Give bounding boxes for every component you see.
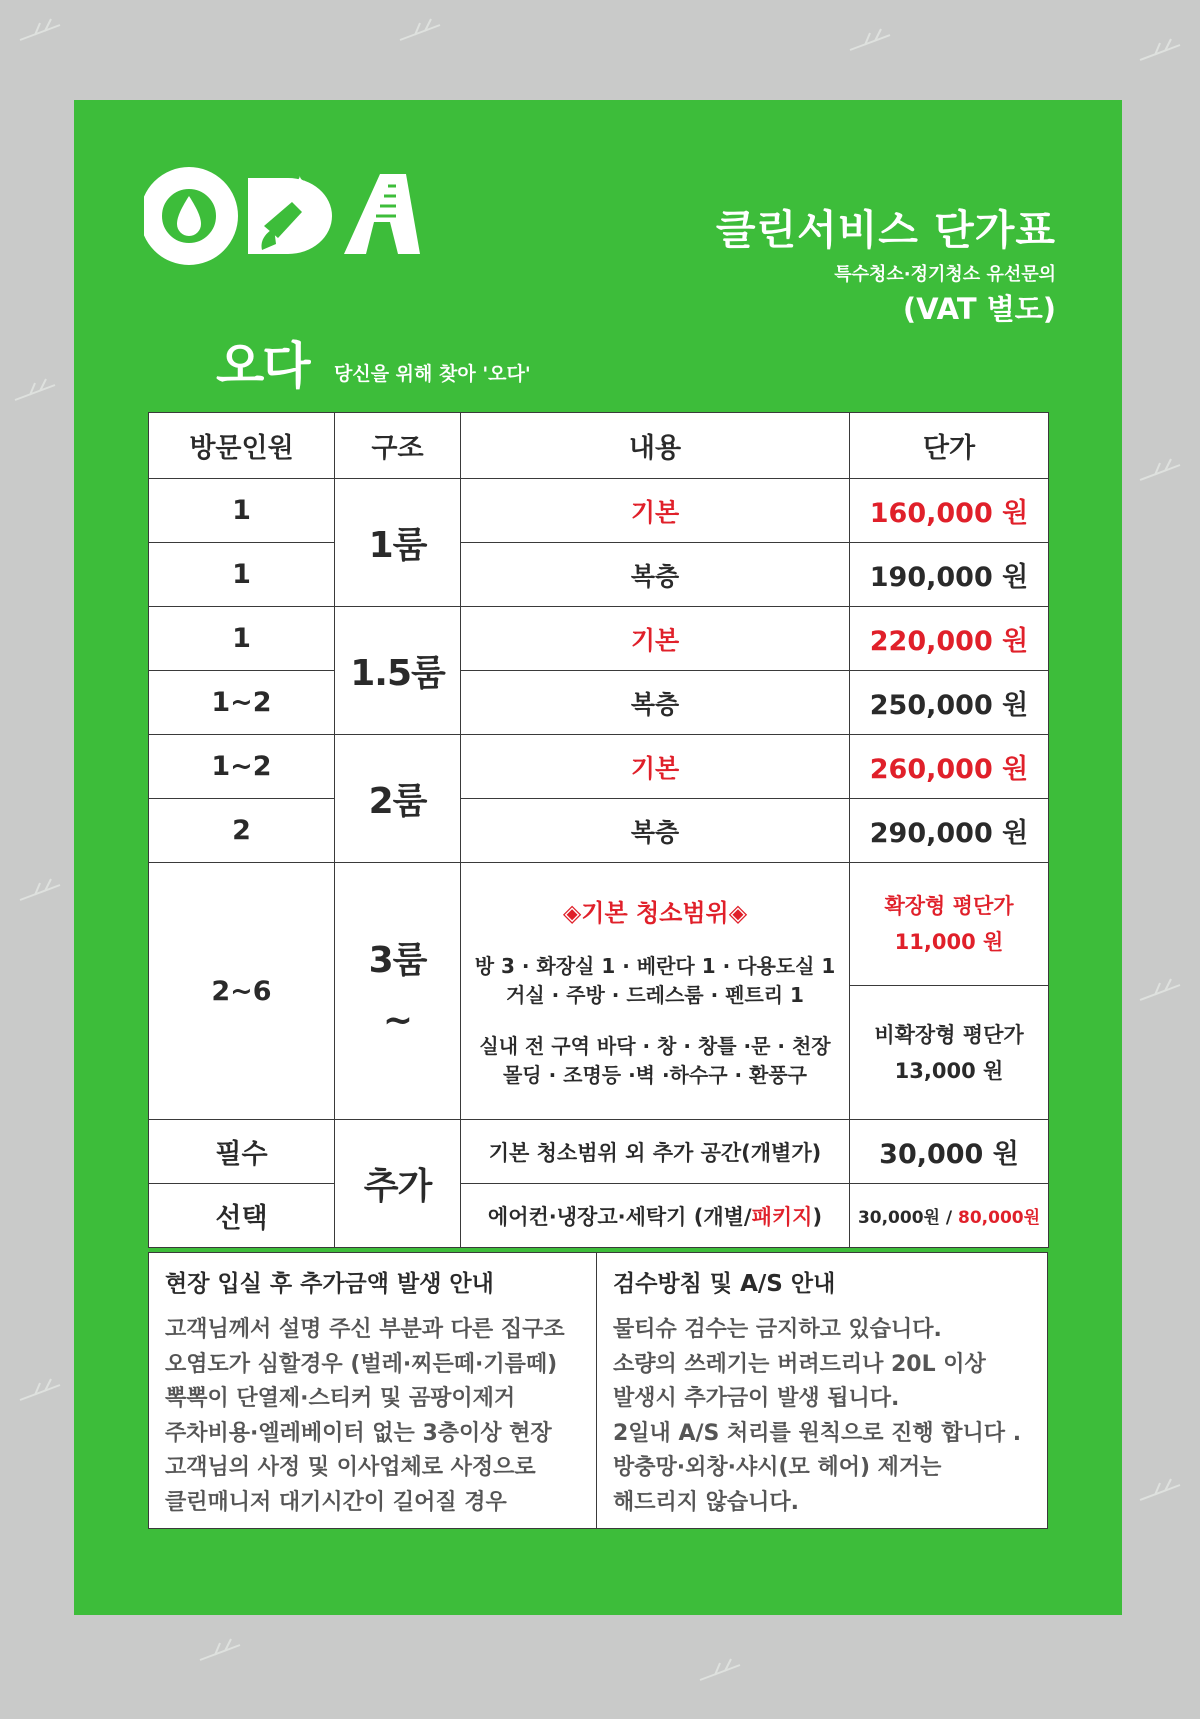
note-line: 고객님께서 설명 주신 부분과 다른 집구조	[165, 1317, 565, 1342]
structure-3room: 3룸	[368, 940, 427, 981]
people-cell: 1	[149, 479, 335, 543]
price-separator: /	[939, 1208, 959, 1228]
people-cell: 1	[149, 607, 335, 671]
scope-line: 실내 전 구역 바닥 · 창 · 창틀 ·문 · 천장	[479, 1033, 831, 1058]
price-cell: 290,000 원	[850, 799, 1049, 863]
table-row	[149, 1184, 1049, 1248]
note-line: 뽁뽁이 단열제·스티커 및 곰팡이제거	[165, 1386, 516, 1411]
content-cell: 기본	[461, 607, 850, 671]
inspection-as-notice	[597, 1253, 1047, 1528]
price-table	[148, 412, 1049, 1248]
content-cell: 기본 청소범위 외 추가 공간(개별가)	[461, 1120, 850, 1184]
brand-slogan: 당신을 위해 찾아 '오다'	[334, 363, 531, 385]
table-row	[149, 671, 1049, 735]
content-package: 패키지	[751, 1204, 813, 1229]
table-row	[149, 543, 1049, 607]
title-block	[716, 204, 1056, 328]
header-price: 단가	[850, 413, 1049, 479]
table-row-large	[149, 863, 1049, 986]
table-row	[149, 799, 1049, 863]
note-line: 2일내 A/S 처리를 원칙으로 진행 합니다 .	[613, 1420, 1022, 1446]
note-line: 소량의 쓰레기는 버려드리나 20L 이상	[613, 1351, 986, 1377]
content-cell: 기본	[461, 479, 850, 543]
note-line: 클린매니저 대기시간이 길어질 경우	[165, 1489, 507, 1515]
price-cell: 160,000 원	[850, 479, 1049, 543]
content-cell	[461, 1184, 850, 1248]
note-line: 해드리지 않습니다.	[613, 1489, 800, 1515]
price-cell: 190,000 원	[850, 543, 1049, 607]
expand-label: 확장형 평단가	[884, 894, 1014, 918]
table-row	[149, 1120, 1049, 1184]
content-suffix: )	[812, 1204, 823, 1229]
note-line: 발생시 추가금이 발생 됩니다.	[613, 1386, 900, 1411]
table-header-row	[149, 413, 1049, 479]
people-cell: 2~6	[149, 863, 335, 1120]
content-cell: 복층	[461, 671, 850, 735]
price-cell	[850, 1184, 1049, 1248]
content-cell: 복층	[461, 543, 850, 607]
structure-cell: 2룸	[335, 735, 461, 863]
price-cell: 220,000 원	[850, 607, 1049, 671]
cleaning-scope-cell	[461, 863, 850, 1120]
scope-title: ◈기본 청소범위◈	[562, 898, 748, 927]
structure-cell: 1.5룸	[335, 607, 461, 735]
note-line: 고객님의 사정 및 이사업체로 사정으로	[165, 1455, 536, 1480]
scope-line: 거실 · 주방 · 드레스룸 · 펜트리 1	[506, 982, 804, 1007]
header-content: 내용	[461, 413, 850, 479]
people-cell: 2	[149, 799, 335, 863]
notes-section	[148, 1252, 1048, 1529]
note-line: 방충망·외창·샤시(모 헤어) 제거는	[613, 1455, 942, 1480]
nonexpand-label: 비확장형 평단가	[874, 1022, 1024, 1047]
note-line: 주차비용·엘레베이터 없는 3층이상 현장	[165, 1420, 552, 1446]
table-row	[149, 479, 1049, 543]
people-cell: 1	[149, 543, 335, 607]
table-row	[149, 607, 1049, 671]
price-package: 80,000원	[958, 1208, 1041, 1228]
page-subtitle: 특수청소·정기청소 유선문의	[834, 264, 1056, 285]
scope-line: 방 3 · 화장실 1 · 베란다 1 · 다용도실 1	[474, 953, 836, 978]
scope-line: 몰딩 · 조명등 ·벽 ·하수구 · 환풍구	[502, 1062, 807, 1087]
structure-cell: 1룸	[335, 479, 461, 607]
people-cell: 1~2	[149, 735, 335, 799]
page-title: 클린서비스 단가표	[715, 206, 1056, 254]
table-row	[149, 735, 1049, 799]
price-individual: 30,000원	[857, 1208, 940, 1228]
note-line: 물티슈 검수는 금지하고 있습니다.	[613, 1317, 942, 1342]
nonexpand-price-cell	[850, 986, 1049, 1120]
content-cell: 복층	[461, 799, 850, 863]
extra-charge-title: 현장 입실 후 추가금액 발생 안내	[165, 1271, 494, 1297]
extra-charge-notice	[149, 1253, 597, 1528]
inspection-title: 검수방침 및 A/S 안내	[613, 1271, 836, 1297]
price-cell: 260,000 원	[850, 735, 1049, 799]
price-cell: 250,000 원	[850, 671, 1049, 735]
header-people: 방문인원	[149, 413, 335, 479]
content-cell: 기본	[461, 735, 850, 799]
expand-price-cell	[850, 863, 1049, 986]
structure-tilde: ~	[382, 1000, 413, 1041]
content-prefix: 에어컨·냉장고·세탁기 (개별/	[487, 1204, 752, 1229]
structure-cell	[335, 863, 461, 1120]
header-structure: 구조	[335, 413, 461, 479]
expand-price: 11,000 원	[894, 930, 1004, 954]
brand-name-ko: 오다	[216, 337, 309, 395]
people-cell: 선택	[149, 1184, 335, 1248]
svg-text:✦: ✦	[294, 174, 306, 190]
price-cell: 30,000 원	[850, 1120, 1049, 1184]
nonexpand-price: 13,000 원	[894, 1058, 1004, 1083]
people-cell: 필수	[149, 1120, 335, 1184]
vat-note: (VAT 별도)	[902, 292, 1056, 326]
oda-logo-mark	[144, 166, 444, 336]
price-card	[74, 100, 1122, 1615]
note-line: 오염도가 심할경우 (벌레·찌든떼·기름떼)	[165, 1351, 558, 1377]
people-cell: 1~2	[149, 671, 335, 735]
structure-cell: 추가	[335, 1120, 461, 1248]
oda-logo	[144, 166, 531, 395]
